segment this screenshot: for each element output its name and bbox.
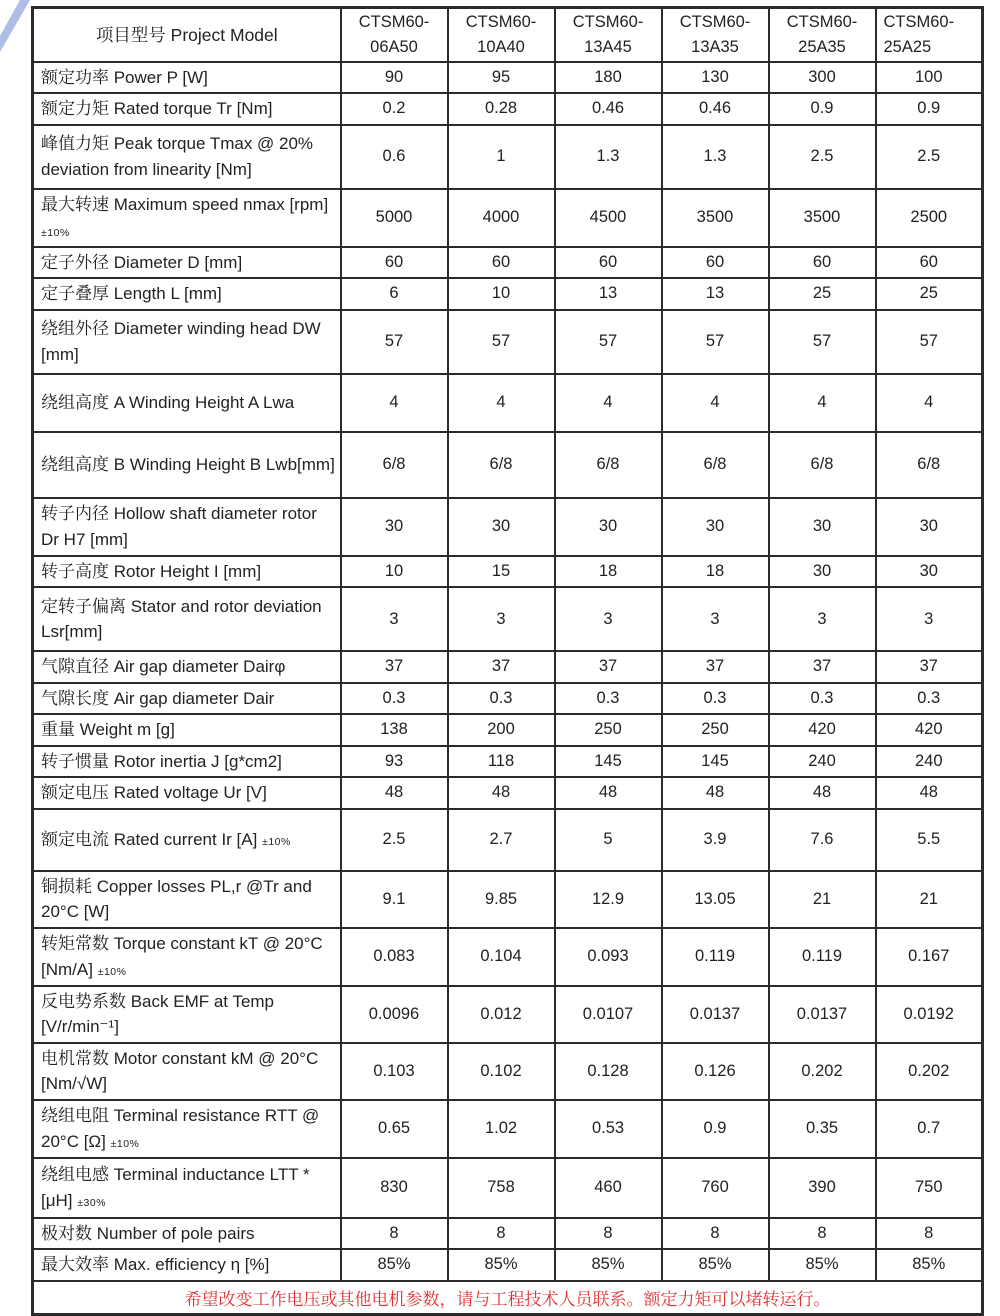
table-row: [33, 62, 983, 94]
value-cell: 0.9: [769, 93, 876, 125]
value-cell: 830: [341, 1158, 448, 1218]
row-label-cell: [33, 746, 341, 778]
model-series: CTSM60-: [883, 12, 955, 31]
value-cell: 57: [662, 310, 769, 374]
model-series: CTSM60-: [358, 12, 430, 31]
project-model-label: 项目型号 Project Model: [95, 25, 278, 46]
value-cell: 60: [448, 247, 555, 279]
row-label: 绕组高度 A Winding Height A Lwa: [41, 392, 295, 412]
model-code: 13A45: [584, 37, 632, 56]
value-cell: 4: [341, 374, 448, 432]
value-cell: 5000: [341, 189, 448, 247]
row-label-cell: [33, 928, 341, 986]
value-cell: 30: [769, 556, 876, 588]
value-cell: 3: [769, 587, 876, 651]
value-cell: 1: [448, 125, 555, 189]
value-cell: 3: [448, 587, 555, 651]
value-cell: 7.6: [769, 809, 876, 871]
value-cell: 2500: [876, 189, 983, 247]
value-cell: 8: [769, 1218, 876, 1250]
row-label: 转矩常数 Torque constant kT @ 20°C [Nm/A]: [41, 934, 323, 979]
value-cell: 4: [769, 374, 876, 432]
model-code: 13A35: [691, 37, 739, 56]
row-label: 气隙直径 Air gap diameter Dairφ: [41, 657, 286, 676]
value-cell: 3: [662, 587, 769, 651]
value-cell: 0.102: [448, 1043, 555, 1100]
value-cell: 0.103: [341, 1043, 448, 1100]
table-row: [33, 1249, 983, 1281]
tolerance-note: ±10%: [262, 835, 291, 848]
table-row: [33, 777, 983, 809]
row-label-cell: [33, 871, 341, 928]
value-cell: 12.9: [555, 871, 662, 928]
value-cell: 0.3: [555, 683, 662, 715]
value-cell: 0.202: [769, 1043, 876, 1100]
value-cell: 48: [662, 777, 769, 809]
value-cell: 9.85: [448, 871, 555, 928]
value-cell: 3: [876, 587, 983, 651]
value-cell: 420: [769, 714, 876, 746]
value-cell: 250: [555, 714, 662, 746]
model-series: CTSM60-: [465, 12, 537, 31]
spec-table-body: [33, 62, 983, 1281]
value-cell: 0.012: [448, 986, 555, 1043]
value-cell: 37: [876, 651, 983, 683]
row-label-cell: [33, 374, 341, 432]
value-cell: 0.28: [448, 93, 555, 125]
row-label: 反电势系数 Back EMF at Temp [V/r/min⁻¹]: [41, 991, 275, 1036]
value-cell: 37: [341, 651, 448, 683]
row-label: 绕组电感 Terminal inductance LTT * [μH]: [41, 1165, 310, 1210]
value-cell: 15: [448, 556, 555, 588]
table-row: [33, 1218, 983, 1250]
table-row: [33, 278, 983, 310]
value-cell: 390: [769, 1158, 876, 1218]
value-cell: 9.1: [341, 871, 448, 928]
value-cell: 0.46: [555, 93, 662, 125]
value-cell: 8: [876, 1218, 983, 1250]
row-label-cell: [33, 1100, 341, 1158]
model-series: CTSM60-: [679, 12, 751, 31]
value-cell: 60: [341, 247, 448, 279]
value-cell: 0.0137: [662, 986, 769, 1043]
value-cell: 13.05: [662, 871, 769, 928]
tolerance-note: ±10%: [97, 965, 127, 978]
value-cell: 0.093: [555, 928, 662, 986]
row-label-cell: [33, 247, 341, 279]
value-cell: 48: [555, 777, 662, 809]
table-row: [33, 310, 983, 374]
value-cell: 6/8: [769, 432, 876, 498]
value-cell: 95: [448, 62, 555, 94]
row-label: 转子内径 Hollow shaft diameter rotor Dr H7 [mm]: [41, 504, 317, 549]
table-row: [33, 587, 983, 651]
row-label: 峰值力矩 Peak torque Tmax @ 20% deviation from linearity [Nm]: [41, 134, 314, 179]
value-cell: 2.5: [769, 125, 876, 189]
row-label-cell: [33, 986, 341, 1043]
row-label: 定转子偏离 Stator and rotor deviation Lsr[mm]: [41, 596, 322, 641]
value-cell: 0.7: [876, 1100, 983, 1158]
value-cell: 0.126: [662, 1043, 769, 1100]
row-label: 重量 Weight m [g]: [41, 720, 175, 739]
row-label-cell: [33, 189, 341, 247]
row-label-cell: [33, 310, 341, 374]
motor-spec-table: [31, 6, 984, 1316]
table-row: [33, 1100, 983, 1158]
value-cell: 0.119: [769, 928, 876, 986]
value-cell: 21: [769, 871, 876, 928]
row-label: 额定功率 Power P [W]: [41, 67, 208, 87]
value-cell: 37: [662, 651, 769, 683]
table-row: [33, 871, 983, 928]
value-cell: 57: [448, 310, 555, 374]
row-label-cell: [33, 278, 341, 310]
model-series: CTSM60-: [572, 12, 644, 31]
value-cell: 0.0107: [555, 986, 662, 1043]
model-header-cell: [555, 8, 662, 62]
row-label: 额定力矩 Rated torque Tr [Nm]: [41, 99, 273, 118]
value-cell: 0.2: [341, 93, 448, 125]
value-cell: 2.5: [341, 809, 448, 871]
table-row: [33, 432, 983, 498]
value-cell: 57: [876, 310, 983, 374]
row-label-cell: [33, 809, 341, 871]
row-label: 最大效率 Max. efficiency η [%]: [41, 1255, 270, 1274]
value-cell: 760: [662, 1158, 769, 1218]
value-cell: 300: [769, 62, 876, 94]
value-cell: 0.3: [448, 683, 555, 715]
value-cell: 21: [876, 871, 983, 928]
value-cell: 0.083: [341, 928, 448, 986]
value-cell: 10: [448, 278, 555, 310]
model-series: CTSM60-: [786, 12, 858, 31]
value-cell: 145: [662, 746, 769, 778]
value-cell: 4: [876, 374, 983, 432]
value-cell: 6/8: [555, 432, 662, 498]
value-cell: 30: [341, 498, 448, 556]
model-code: 25A35: [798, 37, 846, 56]
value-cell: 5: [555, 809, 662, 871]
value-cell: 4: [662, 374, 769, 432]
value-cell: 200: [448, 714, 555, 746]
table-row: [33, 651, 983, 683]
value-cell: 2.5: [876, 125, 983, 189]
value-cell: 13: [555, 278, 662, 310]
table-row: [33, 189, 983, 247]
value-cell: 4: [555, 374, 662, 432]
value-cell: 8: [341, 1218, 448, 1250]
value-cell: 460: [555, 1158, 662, 1218]
row-label-cell: [33, 125, 341, 189]
value-cell: 6/8: [876, 432, 983, 498]
value-cell: 0.9: [662, 1100, 769, 1158]
model-header-cell: [448, 8, 555, 62]
table-row: [33, 556, 983, 588]
value-cell: 180: [555, 62, 662, 94]
value-cell: 0.0137: [769, 986, 876, 1043]
value-cell: 0.202: [876, 1043, 983, 1100]
table-row: [33, 928, 983, 986]
value-cell: 60: [876, 247, 983, 279]
value-cell: 0.0192: [876, 986, 983, 1043]
value-cell: 93: [341, 746, 448, 778]
model-header-cell: [769, 8, 876, 62]
value-cell: 0.35: [769, 1100, 876, 1158]
value-cell: 85%: [769, 1249, 876, 1281]
value-cell: 1.3: [662, 125, 769, 189]
row-label: 绕组电阻 Terminal resistance RTT @ 20°C [Ω]: [41, 1106, 320, 1151]
value-cell: 145: [555, 746, 662, 778]
value-cell: 30: [876, 498, 983, 556]
value-cell: 85%: [341, 1249, 448, 1281]
value-cell: 18: [662, 556, 769, 588]
table-row: [33, 986, 983, 1043]
model-code: 06A50: [370, 37, 418, 56]
row-label-cell: [33, 587, 341, 651]
value-cell: 0.119: [662, 928, 769, 986]
model-header-cell: [876, 8, 983, 62]
value-cell: 30: [876, 556, 983, 588]
row-label-cell: [33, 651, 341, 683]
row-label-cell: [33, 93, 341, 125]
model-header-cell: [341, 8, 448, 62]
row-label-cell: [33, 62, 341, 94]
value-cell: 57: [555, 310, 662, 374]
table-row: [33, 809, 983, 871]
value-cell: 3.9: [662, 809, 769, 871]
value-cell: 6: [341, 278, 448, 310]
value-cell: 0.6: [341, 125, 448, 189]
value-cell: 100: [876, 62, 983, 94]
value-cell: 0.53: [555, 1100, 662, 1158]
value-cell: 758: [448, 1158, 555, 1218]
value-cell: 0.65: [341, 1100, 448, 1158]
value-cell: 3: [341, 587, 448, 651]
row-label-cell: [33, 777, 341, 809]
value-cell: 130: [662, 62, 769, 94]
row-label: 额定电流 Rated current Ir [A]: [41, 829, 258, 849]
value-cell: 118: [448, 746, 555, 778]
model-code: 10A40: [477, 37, 525, 56]
footer-note-row: [33, 1281, 983, 1315]
model-header-row: [33, 8, 983, 62]
row-label: 最大转速 Maximum speed nmax [rpm]: [41, 195, 329, 214]
table-row: [33, 1158, 983, 1218]
value-cell: 750: [876, 1158, 983, 1218]
tolerance-note: ±10%: [110, 1137, 140, 1150]
row-label-cell: [33, 714, 341, 746]
row-label-cell: [33, 1218, 341, 1250]
value-cell: 4500: [555, 189, 662, 247]
row-label-cell: [33, 498, 341, 556]
value-cell: 0.3: [769, 683, 876, 715]
value-cell: 48: [448, 777, 555, 809]
table-row: [33, 125, 983, 189]
value-cell: 48: [341, 777, 448, 809]
value-cell: 3: [555, 587, 662, 651]
value-cell: 2.7: [448, 809, 555, 871]
model-header-cell: [662, 8, 769, 62]
row-label: 定子叠厚 Length L [mm]: [41, 284, 222, 303]
value-cell: 30: [448, 498, 555, 556]
value-cell: 85%: [662, 1249, 769, 1281]
table-row: [33, 1043, 983, 1100]
table-row: [33, 93, 983, 125]
value-cell: 0.167: [876, 928, 983, 986]
row-label-cell: [33, 1158, 341, 1218]
value-cell: 240: [769, 746, 876, 778]
value-cell: 3500: [662, 189, 769, 247]
value-cell: 1.3: [555, 125, 662, 189]
value-cell: 30: [769, 498, 876, 556]
value-cell: 90: [341, 62, 448, 94]
value-cell: 48: [876, 777, 983, 809]
row-label-cell: [33, 683, 341, 715]
footer-note-cell: [33, 1281, 983, 1315]
value-cell: 1.02: [448, 1100, 555, 1158]
row-label: 电机常数 Motor constant kM @ 20°C [Nm/√W]: [41, 1048, 319, 1093]
footer-note-text: 希望改变工作电压或其他电机参数，请与工程技术人员联系。额定力矩可以堵转运行。: [184, 1289, 831, 1309]
value-cell: 6/8: [662, 432, 769, 498]
project-model-header-cell: [33, 8, 341, 62]
value-cell: 0.104: [448, 928, 555, 986]
value-cell: 10: [341, 556, 448, 588]
value-cell: 0.9: [876, 93, 983, 125]
tolerance-note: ±10%: [41, 226, 70, 239]
value-cell: 37: [448, 651, 555, 683]
row-label: 绕组高度 B Winding Height B Lwb[mm]: [41, 454, 335, 474]
value-cell: 60: [555, 247, 662, 279]
value-cell: 30: [555, 498, 662, 556]
value-cell: 57: [341, 310, 448, 374]
row-label: 额定电压 Rated voltage Ur [V]: [41, 783, 267, 802]
value-cell: 240: [876, 746, 983, 778]
value-cell: 25: [876, 278, 983, 310]
value-cell: 420: [876, 714, 983, 746]
value-cell: 48: [769, 777, 876, 809]
page-corner-fold-inner: [0, 0, 20, 36]
row-label: 转子高度 Rotor Height I [mm]: [41, 561, 262, 581]
value-cell: 3500: [769, 189, 876, 247]
value-cell: 85%: [876, 1249, 983, 1281]
value-cell: 138: [341, 714, 448, 746]
value-cell: 4: [448, 374, 555, 432]
row-label: 定子外径 Diameter D [mm]: [41, 252, 243, 272]
value-cell: 57: [769, 310, 876, 374]
row-label: 气隙长度 Air gap diameter Dair: [41, 688, 275, 708]
row-label: 铜损耗 Copper losses PL,r @Tr and 20°C [W]: [41, 876, 312, 921]
table-row: [33, 683, 983, 715]
table-row: [33, 746, 983, 778]
value-cell: 0.3: [876, 683, 983, 715]
value-cell: 85%: [555, 1249, 662, 1281]
value-cell: 18: [555, 556, 662, 588]
value-cell: 6/8: [341, 432, 448, 498]
value-cell: 4000: [448, 189, 555, 247]
table-row: [33, 498, 983, 556]
table-row: [33, 714, 983, 746]
value-cell: 0.128: [555, 1043, 662, 1100]
value-cell: 0.3: [341, 683, 448, 715]
value-cell: 8: [662, 1218, 769, 1250]
value-cell: 6/8: [448, 432, 555, 498]
row-label-cell: [33, 556, 341, 588]
value-cell: 60: [769, 247, 876, 279]
row-label-cell: [33, 1043, 341, 1100]
row-label: 转子惯量 Rotor inertia J [g*cm2]: [41, 751, 282, 771]
value-cell: 8: [555, 1218, 662, 1250]
value-cell: 13: [662, 278, 769, 310]
row-label: 绕组外径 Diameter winding head DW [mm]: [41, 319, 321, 364]
value-cell: 25: [769, 278, 876, 310]
value-cell: 0.3: [662, 683, 769, 715]
value-cell: 8: [448, 1218, 555, 1250]
table-row: [33, 247, 983, 279]
value-cell: 37: [555, 651, 662, 683]
value-cell: 30: [662, 498, 769, 556]
row-label-cell: [33, 432, 341, 498]
value-cell: 5.5: [876, 809, 983, 871]
value-cell: 37: [769, 651, 876, 683]
value-cell: 60: [662, 247, 769, 279]
value-cell: 0.46: [662, 93, 769, 125]
value-cell: 250: [662, 714, 769, 746]
table-row: [33, 374, 983, 432]
value-cell: 0.0096: [341, 986, 448, 1043]
row-label-cell: [33, 1249, 341, 1281]
tolerance-note: ±30%: [77, 1196, 107, 1209]
model-code: 25A25: [883, 37, 932, 56]
row-label: 极对数 Number of pole pairs: [41, 1223, 255, 1243]
value-cell: 85%: [448, 1249, 555, 1281]
